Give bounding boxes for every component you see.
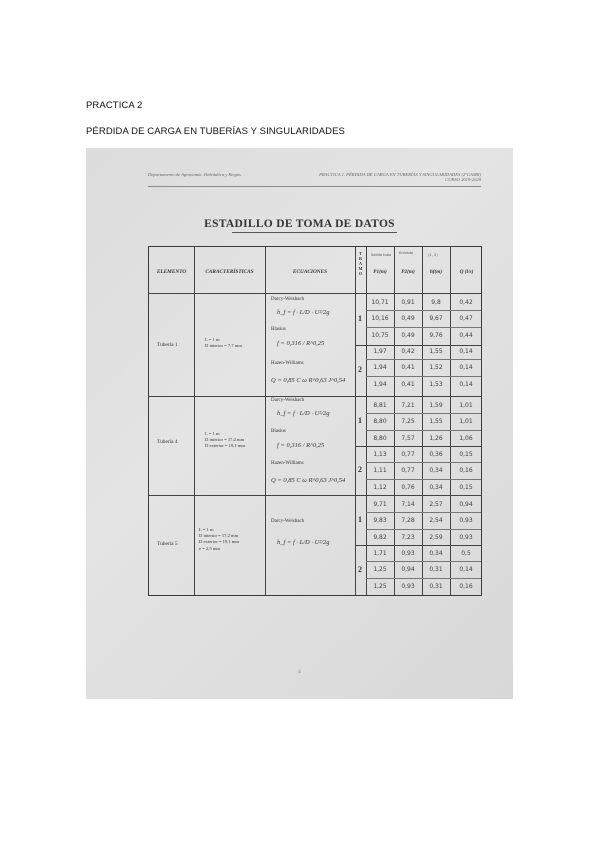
measurement-value: 0,14 <box>459 364 473 372</box>
equation-formula: Q = 0,85 C ω R^0,63 J^0,54 <box>271 477 346 484</box>
equation-label: Darcy-Weisbach <box>271 519 305 524</box>
measurement-value: 2,57 <box>429 501 443 508</box>
measurement-value: 0,15 <box>459 450 473 458</box>
measurement-value: 2,59 <box>429 533 443 541</box>
measurement-value: 1,25 <box>373 566 387 574</box>
header-tramo-letter: O <box>358 271 363 276</box>
header-tramo <box>358 251 364 276</box>
equation-label: Hazen-Williams <box>271 361 304 366</box>
measurement-value: 0,93 <box>401 549 415 557</box>
tramo-number: 2 <box>358 465 362 474</box>
tramo-separator <box>355 446 481 447</box>
handwritten-hf-note: (1, 2) <box>428 253 438 257</box>
equation-formula: h_f = f · L/D · U²/2g <box>277 410 330 417</box>
measurement-value: 0,93 <box>459 533 473 541</box>
measurement-value: 9,82 <box>373 533 387 541</box>
equation-formula: Q = 0,85 C ω R^0,63 J^0,54 <box>271 377 346 384</box>
measurement-value: 7,25 <box>401 418 415 426</box>
measurement-value: 1,13 <box>373 450 387 458</box>
measurement-value: 1,52 <box>429 364 443 372</box>
col-divider <box>355 247 356 595</box>
measurement-value: 0,31 <box>429 566 443 574</box>
measurement-value: 0,15 <box>459 483 473 491</box>
tramo-number: 2 <box>358 365 362 374</box>
measurement-value: 0,41 <box>401 380 415 388</box>
measurement-value: 9,76 <box>429 331 443 339</box>
measurement-value: 1,94 <box>373 380 387 388</box>
measurement-value: 1,55 <box>429 418 443 426</box>
value-row-rule <box>366 430 481 431</box>
scan-header-right-line2: CURSO 2019-2020 <box>445 177 481 182</box>
measurement-value: 0,34 <box>429 467 443 475</box>
measurement-value: 0,94 <box>459 501 473 508</box>
measurement-value: 9,83 <box>373 517 387 525</box>
element-name: Tubería 4 <box>157 439 178 445</box>
element-name: Tubería 5 <box>157 541 178 547</box>
header-tramo-letter: M <box>358 266 363 271</box>
header-tramo-letter: R <box>358 256 363 261</box>
measurement-value: 0,42 <box>401 347 415 355</box>
col-divider <box>450 247 451 595</box>
measurement-value: 7,21 <box>401 402 415 409</box>
value-row-rule <box>366 310 481 311</box>
measurement-value: 8,80 <box>373 434 387 442</box>
value-row-rule <box>366 359 481 360</box>
measurement-value: 0,91 <box>401 299 415 306</box>
scan-header-right <box>319 172 481 182</box>
header-hf: hf(m) <box>429 269 443 275</box>
header-p1: P1(m) <box>373 269 387 275</box>
scan-header-left: Departamento de Agronomía. Hidráulica y Riegos <box>148 172 241 177</box>
header-p2: P2(m) <box>401 269 415 275</box>
measurement-value: 0,16 <box>459 582 473 590</box>
measurement-value: 9,71 <box>373 501 387 508</box>
measurement-value: 8,81 <box>373 402 387 409</box>
element-characteristics <box>199 527 239 552</box>
measurement-value: 0,93 <box>459 517 473 525</box>
measurement-value: 0,5 <box>461 549 471 557</box>
measurement-value: 0,41 <box>401 364 415 372</box>
header-elemento: ELEMENTO <box>156 269 187 275</box>
scan-header-rule <box>148 186 481 187</box>
data-sheet-table <box>148 246 482 596</box>
measurement-value: 7,14 <box>401 501 415 508</box>
element-characteristics <box>205 337 242 349</box>
characteristic-line: D exterior = 19,1 mm <box>199 539 239 545</box>
characteristic-line: D interior = 7,7 mm <box>205 343 242 349</box>
measurement-value: 1,53 <box>429 380 443 388</box>
measurement-value: 10,75 <box>371 331 389 339</box>
measurement-value: 10,16 <box>371 315 389 323</box>
measurement-value: 1,94 <box>373 364 387 372</box>
measurement-value: 2,54 <box>429 517 443 525</box>
measurement-value: 9,8 <box>431 299 441 306</box>
measurement-value: 0,77 <box>401 450 415 458</box>
scan-header-right-line1: PRACTICA 1. PÉRDIDA DE CARGA EN TUBERÍAS Y SINGULARIDADES (2ºGAMR) <box>319 172 481 177</box>
measurement-value: 0,49 <box>401 331 415 339</box>
equation-label: Blasius <box>271 327 286 332</box>
handwritten-p2-note: Entrada <box>399 251 414 255</box>
table-title-underline <box>232 232 397 233</box>
table-title: ESTADILLO DE TOMA DE DATOS <box>204 218 395 230</box>
equation-formula: h_f = f · L/D · U²/2g <box>277 309 330 316</box>
equation-label: Blasius <box>271 429 286 434</box>
tramo-number: 2 <box>358 565 362 574</box>
measurement-value: 0,42 <box>459 299 473 306</box>
measurement-value: 0,94 <box>401 566 415 574</box>
header-caracteristicas: CARACTERÍSTICAS <box>205 269 254 275</box>
measurement-value: 0,34 <box>429 483 443 491</box>
header-separator <box>149 293 481 294</box>
measurement-value: 0,93 <box>401 582 415 590</box>
block-separator <box>149 495 481 496</box>
value-row-rule <box>366 479 481 480</box>
scan-page-number: 4 <box>298 670 301 675</box>
document-subheading: PÉRDIDA DE CARGA EN TUBERÍAS Y SINGULARIDADES <box>86 126 345 137</box>
element-characteristics <box>205 431 245 450</box>
measurement-value: 1,01 <box>459 402 473 409</box>
col-divider <box>394 247 395 595</box>
measurement-value: 1,71 <box>373 549 387 557</box>
measurement-value: 1,06 <box>459 434 473 442</box>
col-divider <box>265 247 266 595</box>
equation-formula: f = 0,316 / R^0,25 <box>277 442 325 449</box>
measurement-value: 7,57 <box>401 434 415 442</box>
equation-label: Hazen-Williams <box>271 461 304 466</box>
col-divider <box>194 247 195 595</box>
measurement-value: 1,55 <box>429 347 443 355</box>
tramo-number: 1 <box>358 314 362 323</box>
characteristic-line: L = 1 m <box>199 527 214 532</box>
measurement-value: 1,12 <box>373 483 387 491</box>
document-heading: PRACTICA 2 <box>86 100 143 111</box>
measurement-value: 1,11 <box>373 467 387 475</box>
equation-formula: f = 0,316 / R^0,25 <box>277 340 325 347</box>
header-tramo-letter: A <box>358 261 363 266</box>
measurement-value: 0,76 <box>401 483 415 491</box>
measurement-value: 0,34 <box>429 549 443 557</box>
tramo-separator <box>355 545 481 546</box>
measurement-value: 0,49 <box>401 315 415 323</box>
measurement-value: 1,26 <box>429 434 443 442</box>
characteristic-line: D exterior = 19,1 mm <box>205 443 245 449</box>
measurement-value: 1,59 <box>429 402 443 409</box>
equation-label: Darcy-Weisbach <box>271 398 305 403</box>
block-separator <box>149 396 481 397</box>
measurement-value: 9,67 <box>429 315 443 323</box>
value-row-rule <box>366 413 481 414</box>
measurement-value: 0,47 <box>459 315 473 323</box>
value-row-rule <box>366 462 481 463</box>
measurement-value: 0,44 <box>459 331 473 339</box>
measurement-value: 0,36 <box>429 450 443 458</box>
header-ecuaciones: ECUACIONES <box>292 269 328 275</box>
col-divider <box>422 247 423 595</box>
tramo-separator <box>355 345 481 346</box>
measurement-value: 7,28 <box>401 517 415 525</box>
measurement-value: 0,14 <box>459 380 473 388</box>
value-row-rule <box>366 529 481 530</box>
characteristic-line: L = 1 m <box>205 337 220 342</box>
scanned-page-image <box>86 148 513 699</box>
header-tramo-letter: T <box>359 251 362 256</box>
measurement-value: 0,14 <box>459 566 473 574</box>
characteristic-line: L = 1 m <box>205 431 220 436</box>
measurement-value: 10,71 <box>371 299 389 306</box>
measurement-value: 7,23 <box>401 533 415 541</box>
header-q: Q (l/s) <box>459 269 474 275</box>
value-row-rule <box>366 561 481 562</box>
element-name: Tubería 1 <box>157 342 178 348</box>
measurement-value: 8,80 <box>373 418 387 426</box>
measurement-value: 0,16 <box>459 467 473 475</box>
measurement-value: 0,31 <box>429 582 443 590</box>
characteristic-line: e = 2,5 mm <box>199 545 220 551</box>
equation-label: Darcy-Weisbach <box>271 297 305 302</box>
measurement-value: 0,14 <box>459 347 473 355</box>
tramo-number: 1 <box>358 515 362 524</box>
measurement-value: 1,01 <box>459 418 473 426</box>
value-row-rule <box>366 376 481 377</box>
measurement-value: 1,25 <box>373 582 387 590</box>
value-row-rule <box>366 512 481 513</box>
measurement-value: 0,77 <box>401 467 415 475</box>
tramo-number: 1 <box>358 416 362 425</box>
characteristic-line: D interior = 17,2 mm <box>199 533 239 539</box>
col-divider <box>366 247 367 595</box>
equation-formula: h_f = f · L/D · U²/2g <box>277 539 330 546</box>
measurement-value: 1,97 <box>373 347 387 355</box>
value-row-rule <box>366 327 481 328</box>
handwritten-p1-note: Salida tubo <box>371 253 392 257</box>
value-row-rule <box>366 578 481 579</box>
characteristic-line: D interior = 17,2 mm <box>205 437 245 443</box>
